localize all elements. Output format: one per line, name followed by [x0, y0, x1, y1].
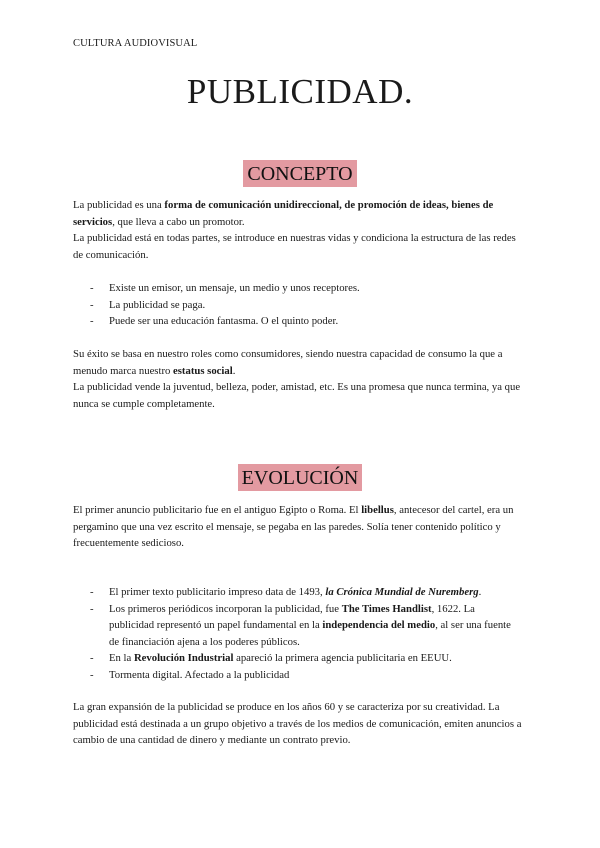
- concepto-intro: [73, 197, 528, 263]
- evolucion-outro-p: La gran expansión de la publicidad se produce en los años 60 y se caracteriza por su creatividad. La publicidad está destinada a un grupo objetivo a través de los medios de comunicación, emiten anuncios a cambio de una cantidad de dinero y mediante un contrato previo.: [73, 701, 522, 747]
- text-run: .: [478, 586, 482, 598]
- concepto-heading-wrap: [0, 160, 600, 187]
- bold-run: libellus: [361, 504, 394, 516]
- text-run: El primer anuncio publicitario fue en el antiguo Egipto o Roma. El: [73, 504, 362, 516]
- list-item: [90, 584, 520, 601]
- evolucion-bullet-list: [90, 584, 520, 684]
- list-item: [90, 297, 520, 314]
- list-dash: -: [90, 586, 94, 598]
- evolucion-intro: [73, 502, 528, 552]
- list-dash: -: [90, 282, 94, 294]
- text-run: Su éxito se basa en nuestro roles como consumidores, siendo nuestra capacidad de consumo la que a menudo marca nuestro: [73, 348, 503, 377]
- text-run: El primer texto publicitario impreso data de 1493,: [109, 586, 326, 598]
- list-item-text: Tormenta digital. Afectado a la publicidad: [109, 668, 290, 681]
- bold-run: forma de comunicación unidireccional, de promoción de ideas, bienes de servicios: [73, 199, 494, 228]
- evolucion-heading-wrap: [0, 464, 600, 491]
- list-dash: -: [90, 298, 94, 311]
- list-dash: -: [90, 602, 94, 615]
- text-run: En la: [109, 652, 134, 665]
- text-run: apareció la primera agencia publicitaria en EEUU.: [233, 652, 452, 665]
- text-run: , al ser una fuente de financiación ajena a los poderes públicos.: [109, 619, 511, 648]
- list-item: [90, 313, 520, 330]
- evolucion-heading: EVOLUCIÓN: [238, 464, 363, 491]
- list-item: [90, 601, 520, 651]
- concepto-outro-p1: [73, 346, 528, 379]
- course-header: CULTURA AUDIOVISUAL: [73, 38, 198, 49]
- text-run: La publicidad es una: [73, 199, 165, 211]
- list-item-text: Existe un emisor, un mensaje, un medio y unos receptores.: [109, 282, 360, 294]
- list-dash: -: [90, 315, 94, 328]
- concepto-intro-p1: [73, 197, 528, 230]
- bold-italic-run: la Crónica Mundial de Nuremberg: [325, 586, 479, 598]
- text-run: Los primeros periódicos incorporan la publicidad, fue: [109, 602, 342, 615]
- text-run: , antecesor del cartel, era un pergamino que una vez escrito el mensaje, se pegaba en las paredes. Solía tener contenido político y frecuentemente sedicioso.: [73, 504, 514, 550]
- list-item-text: La publicidad se paga.: [109, 298, 206, 311]
- text-run: , 1622. La publicidad representó un papel fundamental en la: [109, 602, 475, 632]
- evolucion-outro: [73, 699, 528, 749]
- evolucion-intro-p: [73, 502, 528, 552]
- concepto-intro-p2: La publicidad está en todas partes, se introduce en nuestras vidas y condiciona la estructura de las redes de comunicación.: [73, 232, 516, 261]
- list-item: [90, 650, 520, 667]
- text-run: .: [232, 364, 236, 377]
- text-run: , que lleva a cabo un promotor.: [112, 215, 245, 228]
- bold-run: estatus social: [173, 364, 233, 377]
- list-item: [90, 667, 520, 684]
- list-dash: -: [90, 668, 94, 681]
- page-title: PUBLICIDAD.: [186, 72, 414, 111]
- concepto-outro: [73, 346, 528, 412]
- list-item: [90, 280, 520, 297]
- bold-run: The Times Handlist: [341, 602, 432, 615]
- list-dash: -: [90, 652, 94, 665]
- bold-run: Revolución Industrial: [133, 652, 234, 665]
- concepto-outro-p2: La publicidad vende la juventud, belleza, poder, amistad, etc. Es una promesa que nunca termina, ya que nunca se cumple completamente.: [73, 381, 521, 410]
- list-item-text: Puede ser una educación fantasma. O el quinto poder.: [109, 315, 339, 328]
- bold-run: independencia del medio: [322, 619, 436, 632]
- concepto-bullet-list: [90, 280, 520, 330]
- concepto-heading: CONCEPTO: [243, 160, 356, 187]
